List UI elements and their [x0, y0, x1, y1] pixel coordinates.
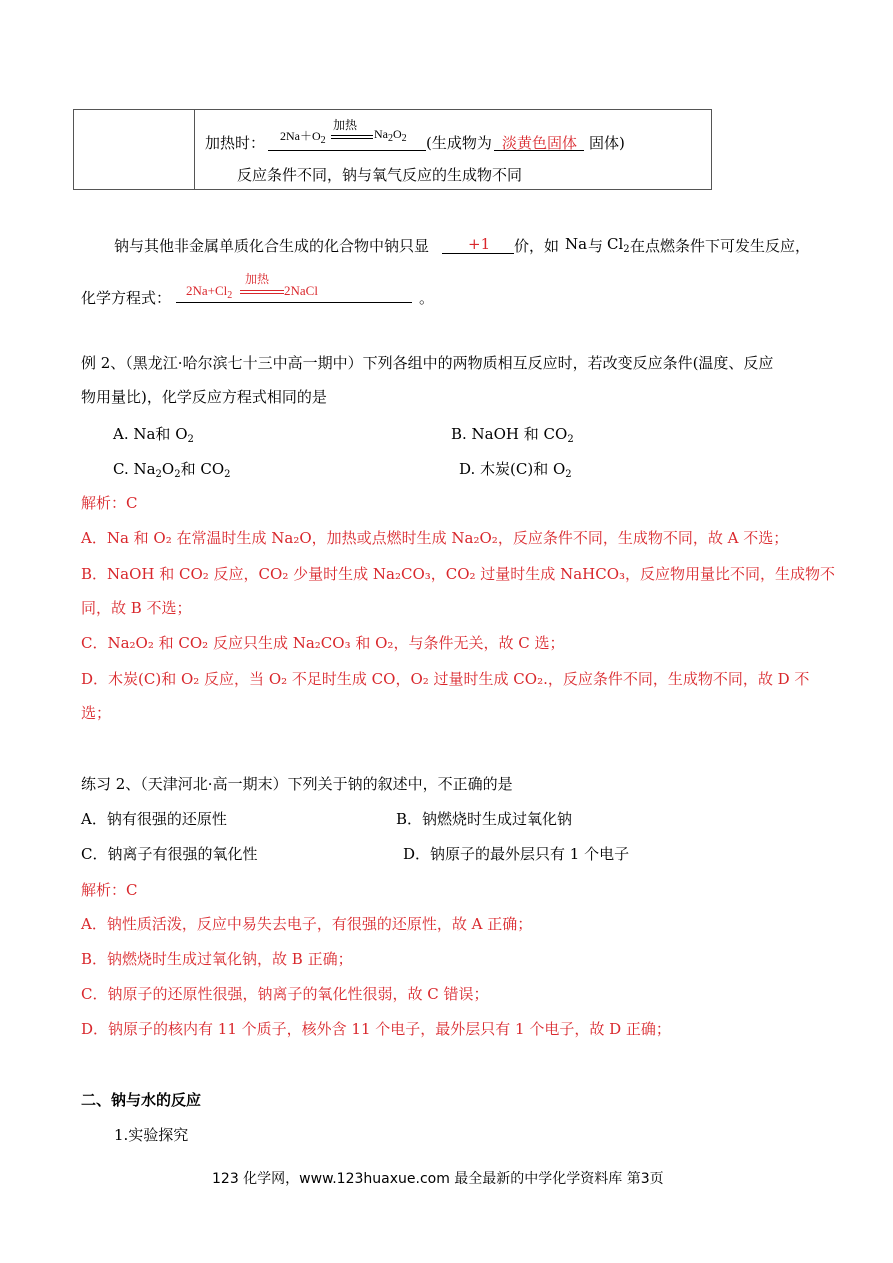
- practice2-title: 练习 2、（天津河北·高一期末）下列关于钠的叙述中，不正确的是: [81, 775, 513, 793]
- practice2-option-d: D．钠原子的最外层只有 1 个电子: [403, 845, 630, 863]
- para1-yu: 与: [588, 237, 604, 255]
- example2-explain-a: A．Na 和 O₂ 在常温时生成 Na₂O，加热或点燃时生成 Na₂O₂，反应条件不同，生成物不同，故 A 不选；: [81, 529, 789, 547]
- product-underline: [494, 150, 584, 151]
- section-subheading: 1.实验探究: [114, 1126, 189, 1144]
- para1-na: Na: [565, 235, 588, 253]
- para1-cl: $Cl_2$: [607, 235, 630, 255]
- example2-option-a: A. Na和 $O_2$: [113, 425, 194, 445]
- table-note: 反应条件不同，钠与氧气反应的生成物不同: [237, 166, 523, 184]
- practice2-explain-d: D．钠原子的核内有 11 个质子，核外含 11 个电子，最外层只有 1 个电子，故 D 正确；: [81, 1020, 671, 1038]
- heat-condition-2: 加热: [245, 272, 270, 286]
- equation-arrow-1: [331, 135, 373, 139]
- para1-text-b: 价，如: [514, 237, 560, 255]
- example2-option-d: D. 木炭(C)和 $O_2$: [459, 460, 572, 480]
- para1-eq-label: 化学方程式：: [81, 289, 172, 307]
- example2-explain-d2: 选；: [81, 704, 112, 722]
- para1-answer-underline: [442, 253, 514, 254]
- heat-condition-1: 加热: [333, 118, 358, 132]
- equation-1-right: $Na_2O_2$: [374, 127, 407, 144]
- practice2-explain-c: C．钠原子的还原性很强，钠离子的氧化性很弱，故 C 错误；: [81, 985, 489, 1003]
- practice2-option-b: B．钠燃烧时生成过氧化钠: [396, 810, 573, 828]
- equation-2-left: $2Na+Cl_2$: [186, 283, 233, 301]
- practice2-explain-b: B．钠燃烧时生成过氧化钠，故 B 正确；: [81, 950, 353, 968]
- equation-1-underline: [268, 150, 426, 151]
- example2-line1: 例 2、（黑龙江·哈尔滨七十三中高一期中）下列各组中的两物质相互反应时，若改变反应条件(温度、反应: [81, 354, 774, 372]
- example2-answer: 解析：C: [81, 494, 138, 512]
- practice2-answer: 解析：C: [81, 881, 138, 899]
- equation-arrow-2: [240, 290, 284, 294]
- example2-explain-b1: B．NaOH 和 CO₂ 反应，CO₂ 少量时生成 Na₂CO₃，CO₂ 过量时生成 NaHCO₃，反应物用量比不同，生成物不: [81, 565, 836, 583]
- practice2-option-c: C．钠离子有很强的氧化性: [81, 845, 258, 863]
- product-answer: 淡黄色固体: [502, 134, 578, 152]
- section-heading: 二、钠与水的反应: [81, 1091, 202, 1109]
- practice2-option-a: A．钠有很强的还原性: [81, 810, 227, 828]
- product-suffix: 固体): [589, 134, 625, 152]
- example2-line2: 物用量比)，化学反应方程式相同的是: [81, 388, 327, 406]
- para1-answer: +1: [468, 235, 491, 253]
- example2-option-b: B. NaOH 和 $CO_2$: [451, 425, 574, 445]
- equation-2-right: 2NaCl: [284, 283, 318, 298]
- practice2-explain-a: A．钠性质活泼，反应中易失去电子，有很强的还原性，故 A 正确；: [81, 915, 533, 933]
- para1-text-a: 钠与其他非金属单质化合生成的化合物中钠只显: [114, 237, 430, 255]
- page-footer: 123 化学网，www.123huaxue.com 最全最新的中学化学资料库 第3页: [212, 1171, 664, 1187]
- equation-2-underline: [176, 302, 412, 303]
- table-divider: [194, 110, 195, 189]
- equation-1-left: $2Na+O_2$: [280, 129, 326, 146]
- heating-label: 加热时：: [205, 134, 266, 152]
- para1-text-c: 在点燃条件下可发生反应，: [630, 237, 811, 255]
- example2-explain-c: C．Na₂O₂ 和 CO₂ 反应只生成 Na₂CO₃ 和 O₂，与条件无关，故 C 选；: [81, 634, 565, 652]
- para1-end: 。: [419, 289, 435, 307]
- example2-explain-b2: 同，故 B 不选；: [81, 599, 192, 617]
- example2-option-c: C. $Na_2O_2$和 $CO_2$: [113, 460, 231, 480]
- example2-explain-d1: D．木炭(C)和 O₂ 反应，当 O₂ 不足时生成 CO，O₂ 过量时生成 CO₂.，反应条件不同，生成物不同，故 D 不: [81, 670, 810, 688]
- product-prefix: (生成物为: [426, 134, 492, 152]
